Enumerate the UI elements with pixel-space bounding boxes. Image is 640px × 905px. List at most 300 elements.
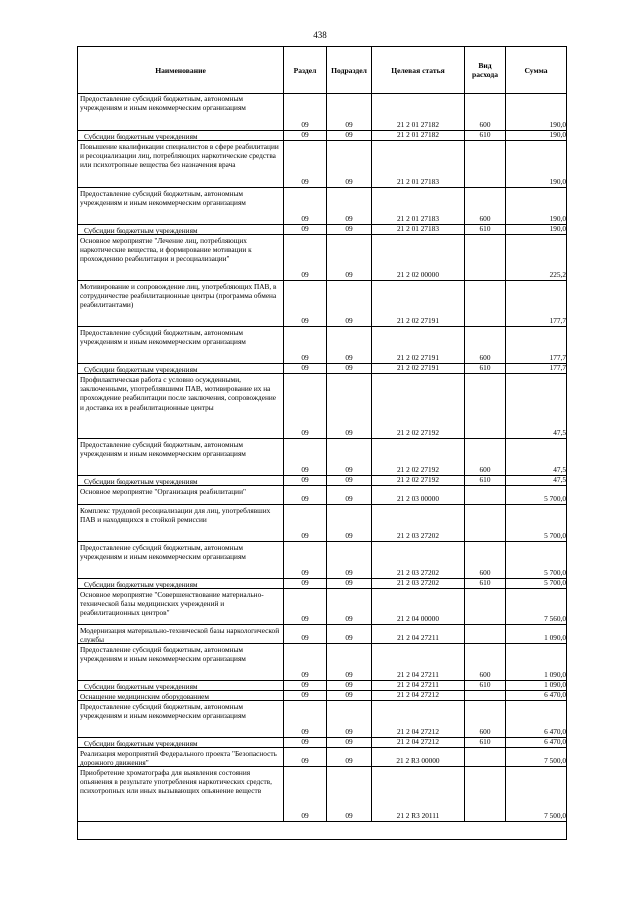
row-subsection-cell — [327, 235, 372, 280]
row-section-cell — [284, 327, 327, 363]
table-row — [78, 542, 566, 579]
row-sum-cell — [506, 374, 566, 438]
row-subsection: 09 — [345, 130, 353, 139]
row-name: Предоставление субсидий бюджетным, автономным учреждениям и иным некоммерческим организациям — [80, 440, 246, 459]
row-expense-type: 600 — [479, 670, 491, 679]
row-section-cell — [284, 281, 327, 326]
row-target: 21 2 03 27202 — [397, 578, 439, 587]
row-subsection: 09 — [345, 465, 353, 474]
row-expense-type-cell — [465, 188, 506, 224]
row-name-cell — [78, 625, 284, 643]
row-subsection: 09 — [345, 270, 353, 279]
row-name-cell — [78, 681, 284, 690]
row-target-cell — [372, 476, 465, 485]
row-target: 21 2 01 27182 — [397, 130, 439, 139]
row-section: 09 — [301, 737, 309, 746]
row-section-cell — [284, 589, 327, 624]
row-section: 09 — [301, 177, 309, 186]
table-row — [78, 486, 566, 505]
row-section-cell — [284, 738, 327, 747]
row-sum: 190,0 — [549, 120, 566, 129]
row-section-cell — [284, 93, 327, 130]
row-name: Субсидии бюджетным учреждениям — [84, 365, 198, 374]
row-subsection: 09 — [345, 633, 353, 642]
row-subsection-cell — [327, 225, 372, 234]
row-subsection-cell — [327, 93, 372, 130]
table-row — [78, 327, 566, 364]
table-row — [78, 644, 566, 681]
row-name-cell — [78, 476, 284, 485]
row-subsection-cell — [327, 681, 372, 690]
table-row — [78, 701, 566, 738]
row-subsection: 09 — [345, 177, 353, 186]
row-name-cell — [78, 701, 284, 737]
row-target-cell — [372, 767, 465, 821]
row-expense-type: 600 — [479, 465, 491, 474]
row-expense-type-cell — [465, 738, 506, 747]
row-section-cell — [284, 476, 327, 485]
row-expense-type-cell — [465, 486, 506, 504]
table-row — [78, 505, 566, 542]
row-name-cell — [78, 439, 284, 475]
row-subsection: 09 — [345, 120, 353, 129]
row-expense-type: 610 — [479, 680, 491, 689]
row-expense-type-cell — [465, 327, 506, 363]
row-subsection: 09 — [345, 811, 353, 820]
row-subsection-cell — [327, 738, 372, 747]
row-expense-type-cell — [465, 235, 506, 280]
row-section-cell — [284, 505, 327, 541]
table-row — [78, 281, 566, 327]
row-subsection: 09 — [345, 363, 353, 372]
row-target: 21 2 02 27192 — [397, 428, 439, 437]
row-section: 09 — [301, 680, 309, 689]
row-name-cell — [78, 281, 284, 326]
row-sum-cell — [506, 748, 566, 766]
row-sum-cell — [506, 701, 566, 737]
row-name-cell — [78, 141, 284, 187]
row-name: Основное мероприятие "Лечение лиц, потребляющих наркотические вещества, и формирование мотивации к прохождению реабилитации и ресоциализации" — [80, 236, 252, 264]
table-row — [78, 93, 566, 131]
row-sum-cell — [506, 644, 566, 680]
row-target-cell — [372, 188, 465, 224]
table-row — [78, 364, 566, 374]
row-target: 21 2 01 27183 — [397, 224, 439, 233]
row-name-cell — [78, 374, 284, 438]
row-subsection: 09 — [345, 531, 353, 540]
table-row — [78, 188, 566, 225]
table-row — [78, 691, 566, 701]
row-subsection-cell — [327, 589, 372, 624]
row-name-cell — [78, 589, 284, 624]
row-target: 21 2 02 27192 — [397, 475, 439, 484]
row-section: 09 — [301, 531, 309, 540]
row-target-cell — [372, 374, 465, 438]
row-name-cell — [78, 131, 284, 140]
row-subsection-cell — [327, 701, 372, 737]
row-name: Субсидии бюджетным учреждениям — [84, 477, 198, 486]
row-sum: 177,7 — [549, 353, 566, 362]
row-subsection: 09 — [345, 737, 353, 746]
row-section-cell — [284, 542, 327, 578]
row-expense-type: 610 — [479, 363, 491, 372]
row-expense-type: 600 — [479, 120, 491, 129]
row-sum: 47,5 — [553, 475, 566, 484]
row-target-cell — [372, 131, 465, 140]
row-sum-cell — [506, 767, 566, 821]
row-section-cell — [284, 579, 327, 588]
row-expense-type-cell — [465, 748, 506, 766]
row-subsection-cell — [327, 439, 372, 475]
row-subsection: 09 — [345, 353, 353, 362]
row-section: 09 — [301, 811, 309, 820]
row-name-cell — [78, 93, 284, 130]
row-target: 21 2 04 27212 — [397, 727, 439, 736]
row-sum-cell — [506, 579, 566, 588]
header-target: Целевая статья — [372, 47, 465, 93]
row-sum: 7 500,0 — [544, 811, 566, 820]
row-target: 21 2 02 00000 — [397, 270, 439, 279]
row-subsection-cell — [327, 579, 372, 588]
row-section: 09 — [301, 316, 309, 325]
row-target-cell — [372, 235, 465, 280]
row-target: 21 2 R3 00000 — [396, 756, 440, 765]
row-target-cell — [372, 141, 465, 187]
row-section: 09 — [301, 270, 309, 279]
row-subsection: 09 — [345, 578, 353, 587]
row-section: 09 — [301, 670, 309, 679]
row-target-cell — [372, 701, 465, 737]
row-subsection: 09 — [345, 756, 353, 765]
row-sum: 1 090,0 — [544, 680, 566, 689]
row-target-cell — [372, 579, 465, 588]
row-subsection-cell — [327, 748, 372, 766]
row-name-cell — [78, 505, 284, 541]
row-expense-type-cell — [465, 505, 506, 541]
row-section: 09 — [301, 756, 309, 765]
row-subsection-cell — [327, 767, 372, 821]
row-subsection-cell — [327, 131, 372, 140]
row-target: 21 2 01 27183 — [397, 177, 439, 186]
row-section: 09 — [301, 465, 309, 474]
row-subsection-cell — [327, 644, 372, 680]
table-row — [78, 579, 566, 589]
row-section-cell — [284, 691, 327, 700]
row-target: 21 2 04 00000 — [397, 614, 439, 623]
row-sum-cell — [506, 476, 566, 485]
row-section: 09 — [301, 494, 309, 503]
row-name-cell — [78, 644, 284, 680]
row-expense-type-cell — [465, 579, 506, 588]
row-name: Субсидии бюджетным учреждениям — [84, 739, 198, 748]
row-subsection: 09 — [345, 670, 353, 679]
header-expense-type: Вид расхода — [465, 47, 506, 93]
row-name: Предоставление субсидий бюджетным, автономным учреждениям и иным некоммерческим организациям — [80, 543, 246, 562]
row-name-cell — [78, 364, 284, 373]
row-name-cell — [78, 691, 284, 700]
row-subsection-cell — [327, 476, 372, 485]
row-subsection-cell — [327, 486, 372, 504]
row-section: 09 — [301, 578, 309, 587]
row-name: Предоставление субсидий бюджетным, автономным учреждениям и иным некоммерческим организациям — [80, 702, 246, 721]
row-subsection: 09 — [345, 494, 353, 503]
row-section-cell — [284, 625, 327, 643]
row-name-cell — [78, 235, 284, 280]
row-sum: 6 470,0 — [544, 690, 566, 699]
row-name-cell — [78, 738, 284, 747]
row-sum: 177,7 — [549, 316, 566, 325]
row-target-cell — [372, 505, 465, 541]
row-sum-cell — [506, 625, 566, 643]
row-section-cell — [284, 364, 327, 373]
row-sum: 47,5 — [553, 428, 566, 437]
row-sum: 177,7 — [549, 363, 566, 372]
header-name: Наименование — [78, 47, 284, 93]
row-expense-type: 610 — [479, 130, 491, 139]
row-expense-type-cell — [465, 476, 506, 485]
row-sum: 47,5 — [553, 465, 566, 474]
row-section-cell — [284, 486, 327, 504]
row-target: 21 2 04 27212 — [397, 690, 439, 699]
row-target-cell — [372, 589, 465, 624]
row-sum-cell — [506, 505, 566, 541]
row-target-cell — [372, 542, 465, 578]
header-sum: Сумма — [524, 65, 548, 75]
row-target-cell — [372, 748, 465, 766]
row-expense-type-cell — [465, 681, 506, 690]
row-subsection: 09 — [345, 568, 353, 577]
row-expense-type-cell — [465, 225, 506, 234]
row-subsection: 09 — [345, 428, 353, 437]
row-target: 21 2 03 00000 — [397, 494, 439, 503]
row-section-cell — [284, 439, 327, 475]
row-sum: 5 700,0 — [544, 531, 566, 540]
table-row — [78, 589, 566, 625]
row-target: 21 2 02 27191 — [397, 316, 439, 325]
row-sum: 190,0 — [549, 130, 566, 139]
row-sum-cell — [506, 188, 566, 224]
row-section-cell — [284, 701, 327, 737]
row-sum: 190,0 — [549, 177, 566, 186]
row-target: 21 2 03 27202 — [397, 531, 439, 540]
row-target-cell — [372, 681, 465, 690]
row-name: Субсидии бюджетным учреждениям — [84, 682, 198, 691]
row-target-cell — [372, 738, 465, 747]
row-target: 21 2 02 27192 — [397, 465, 439, 474]
row-section-cell — [284, 644, 327, 680]
row-name: Предоставление субсидий бюджетным, автономным учреждениям и иным некоммерческим организациям — [80, 189, 246, 208]
row-sum-cell — [506, 738, 566, 747]
row-expense-type: 610 — [479, 224, 491, 233]
row-target: 21 2 03 27202 — [397, 568, 439, 577]
row-target-cell — [372, 644, 465, 680]
row-expense-type: 610 — [479, 475, 491, 484]
row-subsection-cell — [327, 542, 372, 578]
row-expense-type-cell — [465, 625, 506, 643]
table-row — [78, 141, 566, 188]
row-target: 21 2 02 27191 — [397, 363, 439, 372]
row-sum: 1 090,0 — [544, 670, 566, 679]
row-name-cell — [78, 188, 284, 224]
row-expense-type: 600 — [479, 214, 491, 223]
row-sum: 7 560,0 — [544, 614, 566, 623]
row-expense-type-cell — [465, 542, 506, 578]
row-sum-cell — [506, 439, 566, 475]
table-row — [78, 235, 566, 281]
row-subsection: 09 — [345, 316, 353, 325]
row-subsection-cell — [327, 374, 372, 438]
row-target-cell — [372, 281, 465, 326]
row-section: 09 — [301, 120, 309, 129]
row-section-cell — [284, 225, 327, 234]
row-subsection-cell — [327, 188, 372, 224]
row-expense-type: 600 — [479, 568, 491, 577]
row-subsection: 09 — [345, 214, 353, 223]
row-target: 21 2 01 27182 — [397, 120, 439, 129]
row-section: 09 — [301, 690, 309, 699]
row-name-cell — [78, 327, 284, 363]
table-row — [78, 625, 566, 644]
table-row — [78, 767, 566, 822]
table-row — [78, 476, 566, 486]
table-row — [78, 439, 566, 476]
row-section: 09 — [301, 130, 309, 139]
row-sum-cell — [506, 225, 566, 234]
row-section: 09 — [301, 214, 309, 223]
row-name-cell — [78, 542, 284, 578]
row-sum-cell — [506, 589, 566, 624]
row-section: 09 — [301, 614, 309, 623]
row-section: 09 — [301, 475, 309, 484]
row-expense-type-cell — [465, 439, 506, 475]
row-expense-type-cell — [465, 131, 506, 140]
row-section-cell — [284, 767, 327, 821]
row-subsection-cell — [327, 691, 372, 700]
row-expense-type-cell — [465, 374, 506, 438]
row-sum-cell — [506, 131, 566, 140]
row-name: Предоставление субсидий бюджетным, автономным учреждениям и иным некоммерческим организациям — [80, 645, 246, 664]
row-sum: 5 700,0 — [544, 494, 566, 503]
row-name: Основное мероприятие "Совершенствование материально-технической базы медицинских учреждений и реабилитационных центров" — [80, 590, 264, 618]
row-expense-type: 600 — [479, 727, 491, 736]
row-section-cell — [284, 141, 327, 187]
row-sum: 5 700,0 — [544, 578, 566, 587]
row-expense-type: 610 — [479, 578, 491, 587]
row-section-cell — [284, 374, 327, 438]
row-section: 09 — [301, 363, 309, 372]
row-section: 09 — [301, 224, 309, 233]
row-sum-cell — [506, 691, 566, 700]
row-name: Приобретение хроматографа для выявления состояния опьянения в результате употребления наркотических средств, психотропных или иных вызывающих опьянение веществ — [80, 768, 272, 796]
row-subsection-cell — [327, 327, 372, 363]
row-subsection-cell — [327, 281, 372, 326]
table-row — [78, 374, 566, 439]
row-sum: 7 500,0 — [544, 756, 566, 765]
table-row — [78, 131, 566, 141]
row-target-cell — [372, 691, 465, 700]
row-target: 21 2 R3 20111 — [396, 811, 440, 820]
row-section-cell — [284, 235, 327, 280]
row-expense-type-cell — [465, 691, 506, 700]
row-target-cell — [372, 327, 465, 363]
row-name-cell — [78, 748, 284, 766]
header-subsection: Подраздел — [327, 47, 372, 93]
row-name: Предоставление субсидий бюджетным, автономным учреждениям и иным некоммерческим организациям — [80, 94, 246, 113]
row-expense-type-cell — [465, 644, 506, 680]
budget-table — [77, 46, 567, 840]
row-name-cell — [78, 579, 284, 588]
row-name-cell — [78, 767, 284, 821]
row-name-cell — [78, 225, 284, 234]
row-expense-type-cell — [465, 141, 506, 187]
row-sum-cell — [506, 486, 566, 504]
row-sum-cell — [506, 93, 566, 130]
row-name: Оснащение медицинским оборудованием — [80, 692, 209, 701]
row-target: 21 2 04 27212 — [397, 737, 439, 746]
row-subsection-cell — [327, 505, 372, 541]
row-subsection: 09 — [345, 690, 353, 699]
row-section: 09 — [301, 633, 309, 642]
row-expense-type-cell — [465, 364, 506, 373]
row-sum: 190,0 — [549, 214, 566, 223]
table-row — [78, 748, 566, 767]
row-subsection-cell — [327, 141, 372, 187]
table-header — [78, 47, 566, 94]
row-name: Субсидии бюджетным учреждениям — [84, 132, 198, 141]
row-name: Основное мероприятие "Организация реабилитации" — [80, 487, 246, 496]
row-sum-cell — [506, 235, 566, 280]
row-subsection: 09 — [345, 224, 353, 233]
row-subsection: 09 — [345, 727, 353, 736]
row-section-cell — [284, 188, 327, 224]
row-sum: 6 470,0 — [544, 727, 566, 736]
row-expense-type: 600 — [479, 353, 491, 362]
row-name: Субсидии бюджетным учреждениям — [84, 580, 198, 589]
row-sum-cell — [506, 542, 566, 578]
row-section-cell — [284, 748, 327, 766]
row-name: Модернизация материально-технической базы наркологической службы — [80, 626, 280, 645]
table-row — [78, 738, 566, 748]
page-number: 438 — [313, 30, 327, 40]
row-name-cell — [78, 486, 284, 504]
row-expense-type-cell — [465, 767, 506, 821]
row-name: Мотивирование и сопровождение лиц, употребляющих ПАВ, в сотрудничестве реабилитационные центры (программа обмена реабилитантами) — [80, 282, 277, 310]
row-name: Субсидии бюджетным учреждениям — [84, 226, 198, 235]
row-target-cell — [372, 625, 465, 643]
row-sum: 1 090,0 — [544, 633, 566, 642]
row-sum-cell — [506, 141, 566, 187]
row-target: 21 2 04 27211 — [397, 670, 439, 679]
row-target: 21 2 02 27191 — [397, 353, 439, 362]
row-sum-cell — [506, 281, 566, 326]
row-section: 09 — [301, 353, 309, 362]
row-sum: 225,2 — [549, 270, 566, 279]
row-target-cell — [372, 486, 465, 504]
row-subsection: 09 — [345, 614, 353, 623]
row-section-cell — [284, 681, 327, 690]
row-subsection: 09 — [345, 475, 353, 484]
row-section: 09 — [301, 727, 309, 736]
row-target: 21 2 04 27211 — [397, 633, 439, 642]
row-sum: 6 470,0 — [544, 737, 566, 746]
row-subsection: 09 — [345, 680, 353, 689]
row-section: 09 — [301, 568, 309, 577]
row-target: 21 2 04 27211 — [397, 680, 439, 689]
row-expense-type-cell — [465, 589, 506, 624]
row-name: Реализация мероприятий Федерального проекта "Безопасность дорожного движения" — [80, 749, 277, 768]
table-row — [78, 225, 566, 235]
row-name: Предоставление субсидий бюджетным, автономным учреждениям и иным некоммерческим организациям — [80, 328, 246, 347]
